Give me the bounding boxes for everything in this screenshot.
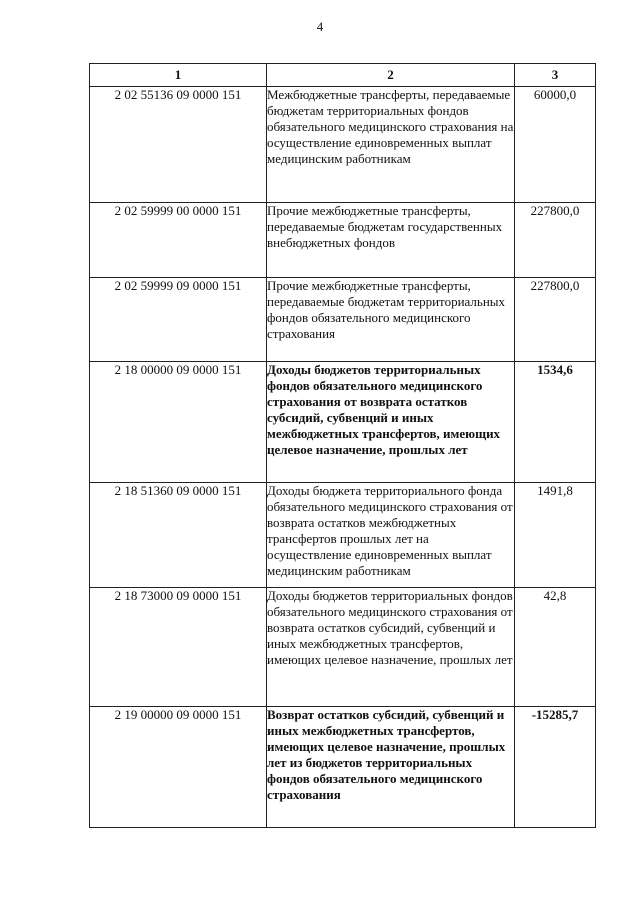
amount-cell: 42,8 bbox=[515, 588, 596, 707]
budget-code-cell: 2 18 00000 09 0000 151 bbox=[90, 362, 267, 483]
budget-code-cell: 2 02 59999 09 0000 151 bbox=[90, 278, 267, 362]
budget-code-cell: 2 18 51360 09 0000 151 bbox=[90, 483, 267, 588]
amount-cell: 1534,6 bbox=[515, 362, 596, 483]
budget-code-cell: 2 02 59999 00 0000 151 bbox=[90, 203, 267, 278]
table-row bbox=[90, 588, 596, 707]
amount-cell: 60000,0 bbox=[515, 87, 596, 203]
amount-cell: 227800,0 bbox=[515, 203, 596, 278]
amount-cell: 1491,8 bbox=[515, 483, 596, 588]
table-row bbox=[90, 203, 596, 278]
table-header-row bbox=[90, 64, 596, 87]
income-name-cell: Прочие межбюджетные трансферты, передаваемые бюджетам территориальных фондов обязательного медицинского страхования bbox=[267, 278, 515, 362]
table-row bbox=[90, 483, 596, 588]
budget-code-cell: 2 19 00000 09 0000 151 bbox=[90, 707, 267, 828]
income-name-cell: Межбюджетные трансферты, передаваемые бюджетам территориальных фондов обязательного медицинского страхования на осуществление единовременных выплат медицинским работникам bbox=[267, 87, 515, 203]
income-name-cell: Прочие межбюджетные трансферты, передаваемые бюджетам государственных внебюджетных фондов bbox=[267, 203, 515, 278]
income-name-cell: Доходы бюджетов территориальных фондов обязательного медицинского страхования от возврата остатков субсидий, субвенций и иных межбюджетных трансфертов, имеющих целевое назначение, прошлых лет bbox=[267, 588, 515, 707]
amount-cell: -15285,7 bbox=[515, 707, 596, 828]
table-row bbox=[90, 87, 596, 203]
page-number: 4 bbox=[316, 19, 324, 34]
header-column-2: 2 bbox=[267, 64, 515, 87]
income-name-cell: Возврат остатков субсидий, субвенций и иных межбюджетных трансфертов, имеющих целевое назначение, прошлых лет из бюджетов территориальных фондов обязательного медицинского страхования bbox=[267, 707, 515, 828]
income-name-cell: Доходы бюджета территориального фонда обязательного медицинского страхования от возврата остатков межбюджетных трансфертов прошлых лет на осуществление единовременных выплат медицинским работникам bbox=[267, 483, 515, 588]
budget-code-cell: 2 18 73000 09 0000 151 bbox=[90, 588, 267, 707]
table-row bbox=[90, 362, 596, 483]
table-row bbox=[90, 278, 596, 362]
income-name-cell: Доходы бюджетов территориальных фондов обязательного медицинского страхования от возврата остатков субсидий, субвенций и иных межбюджетных трансфертов, имеющих целевое назначение, прошлых лет bbox=[267, 362, 515, 483]
table-row bbox=[90, 707, 596, 828]
budget-code-cell: 2 02 55136 09 0000 151 bbox=[90, 87, 267, 203]
header-column-1: 1 bbox=[90, 64, 267, 87]
amount-cell: 227800,0 bbox=[515, 278, 596, 362]
header-column-3: 3 bbox=[515, 64, 596, 87]
budget-revenue-table bbox=[89, 63, 596, 828]
